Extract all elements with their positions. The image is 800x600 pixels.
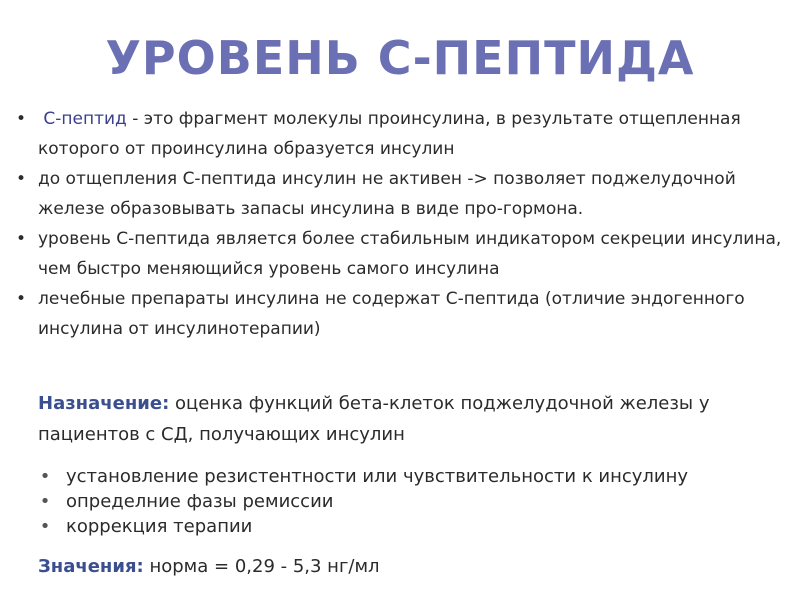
bullet-icon: • <box>15 289 27 309</box>
purpose-item-text: определние фазы ремиссии <box>66 491 334 512</box>
main-bullet-list <box>14 104 784 344</box>
page-title: УРОВЕНЬ С-ПЕПТИДА <box>105 31 695 85</box>
bullet-icon: • <box>15 169 27 189</box>
bullet-text <box>38 109 741 159</box>
purpose-list-item <box>38 514 778 539</box>
purpose-paragraph <box>38 388 778 450</box>
bullet-icon: • <box>15 229 27 249</box>
bullet-text: лечебные препараты инсулина не содержат С-пептида (отличие эндогенного инсулина от инсулинотерапии) <box>38 289 745 339</box>
bullet-text: уровень С-пептида является более стабильным индикатором секреции инсулина, чем быстро меняющийся уровень самого инсулина <box>38 229 782 279</box>
purpose-list-item <box>38 464 778 489</box>
purpose-list-item <box>38 489 778 514</box>
values-label: Значения: <box>38 556 144 577</box>
purpose-text: оценка функций бета-клеток поджелудочной железы у пациентов с СД, получающих инсулин <box>38 393 710 445</box>
purpose-item-text: коррекция терапии <box>66 516 253 537</box>
values-paragraph <box>38 552 778 582</box>
bullet-icon: • <box>39 491 51 512</box>
bullet-text-rest: - это фрагмент молекулы проинсулина, в результате отщепленная которого от проинсулина образуется инсулин <box>38 109 741 159</box>
c-peptide-term: С-пептид <box>43 109 127 129</box>
bullet-icon: • <box>15 109 27 129</box>
bullet-item-stable-indicator <box>14 224 784 284</box>
bullet-text: до отщепления С-пептида инсулин не активен -> позволяет поджелудочной железе образовывать запасы инсулина в виде про-гормона. <box>38 169 736 219</box>
bullet-item-c-peptide-definition <box>14 104 784 164</box>
purpose-label: Назначение: <box>38 393 170 414</box>
bullet-item-insulin-drugs <box>14 284 784 344</box>
purpose-item-text: установление резистентности или чувствительности к инсулину <box>66 466 689 487</box>
purpose-list <box>38 464 778 539</box>
bullet-icon: • <box>39 516 51 537</box>
bullet-item-inactive-insulin <box>14 164 784 224</box>
bullet-icon: • <box>39 466 51 487</box>
values-text: норма = 0,29 - 5,3 нг/мл <box>143 556 380 577</box>
